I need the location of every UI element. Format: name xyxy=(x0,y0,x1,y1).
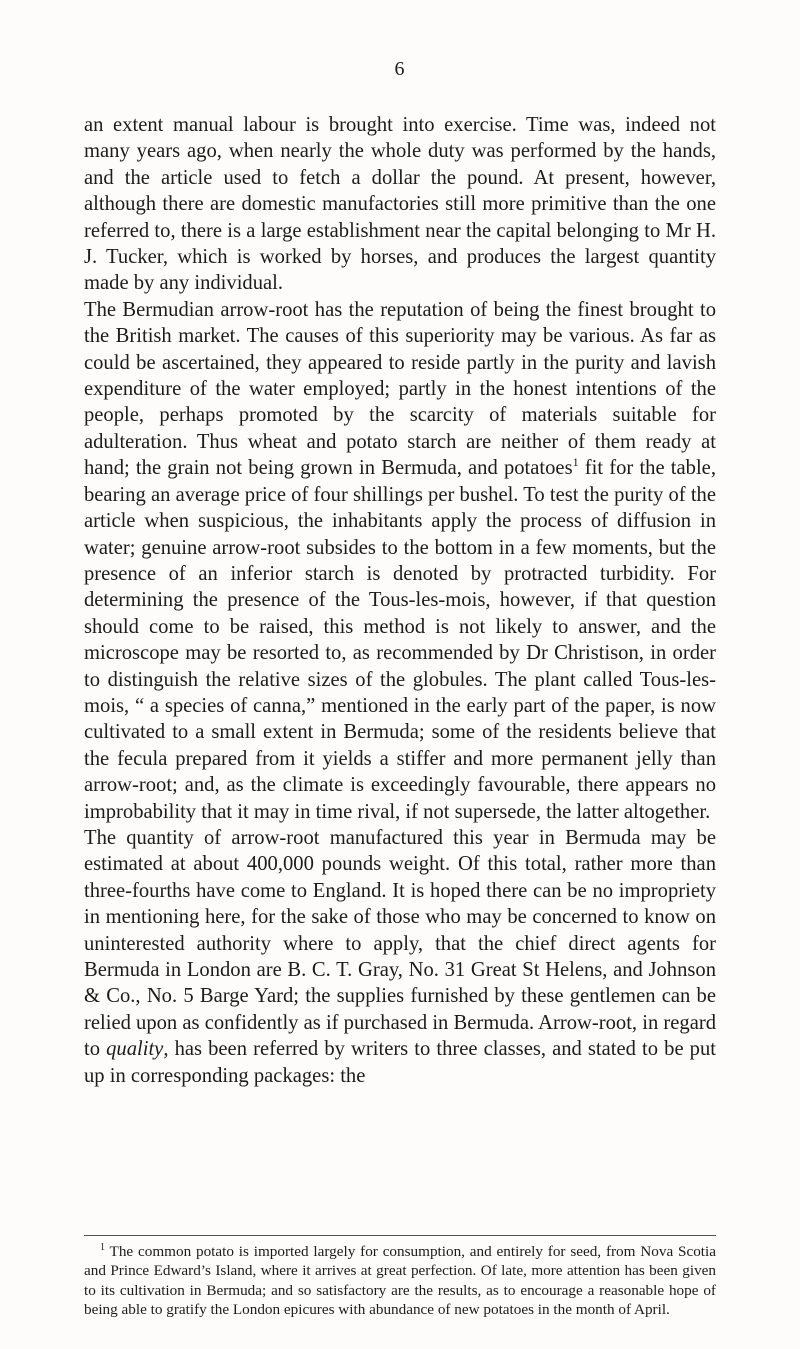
page-number: 6 xyxy=(394,58,406,80)
emphasis-quality: quality xyxy=(106,1038,164,1061)
paragraph-2-start: The Bermudian arrow-root has the reputation of being the finest brought to the British market. The causes of this superiority may be various. As far as could be ascertained, they appeared to reside partly in the purity and lavish expenditure of the water employed; partly in the honest intentions of the people, perhaps promoted by the scarcity of materials suitable for adulteration. Thus wheat and potato starch are neither of them ready at hand; the grain not being grown in Bermuda, and potatoes xyxy=(84,298,716,480)
paragraph-2-end: fit for the table, bearing an average price of four shillings per bushel. To test the purity of the article when suspicious, the inhabitants apply the process of diffusion in water; genuine arrow-root subsides to the bottom in a few moments, but the presence of an inferior starch is denoted by protracted turbidity. For determining the presence of the Tous-les-mois, however, if that question should come to be raised, this method is not likely to answer, and the microscope may be resorted to, as recommended by Dr Christison, in order to distinguish the relative sizes of the globules. The plant called Tous-les-mois, “ a species of canna,” mentioned in the early part of the paper, is now cultivated to a small extent in Bermuda; some of the residents believe that the fecula prepared from it yields a stiffer and more permanent jelly than arrow-root; and, as the climate is exceedingly favourable, there appears no improbability that it may in time rival, if not supersede, the latter altogether. xyxy=(84,457,716,823)
footnote-mark: 1 xyxy=(100,1241,105,1253)
footnote xyxy=(84,1242,716,1320)
body-text xyxy=(84,112,716,1089)
paragraph-3-start: The quantity of arrow-root manufactured this year in Bermuda may be estimated at about 400,000 pounds weight. Of this total, rather more than three-fourths have come to England. It is hoped there can be no impropriety in mentioning here, for the sake of those who may be concerned to know on uninterested authority where to apply, that the chief direct agents for Bermuda in London are B. C. T. Gray, No. 31 Great St Helens, and Johnson & Co., No. 5 Barge Yard; the supplies furnished by these gentlemen can be relied upon as confidently as if purchased in Bermuda. Arrow-root, in regard to xyxy=(84,826,716,1061)
footnote-divider xyxy=(84,1235,716,1236)
footnote-text: The common potato is imported largely for consumption, and entirely for seed, from Nova Scotia and Prince Edward’s Island, where it arrives at great perfection. Of late, more attention has been given to its cultivation in Bermuda; and so satisfactory are the results, as to encourage a reasonable hope of being able to gratify the London epicures with abundance of new potatoes in the month of April. xyxy=(84,1243,716,1319)
paragraph-3-end: , has been referred by writers to three classes, and stated to be put up in corresponding packages: the xyxy=(84,1038,717,1087)
paragraph-1: an extent manual labour is brought into exercise. Time was, indeed not many years ago, when nearly the whole duty was performed by the hands, and the article used to fetch a dollar the pound. At present, however, although there are domestic manufactories still more primitive than the one referred to, there is a large establishment near the capital belonging to Mr H. J. Tucker, which is worked by horses, and produces the largest quantity made by any individual. xyxy=(84,114,716,295)
paragraph-3 xyxy=(84,825,716,1089)
footnote-reference: 1 xyxy=(572,455,579,470)
paragraph-2 xyxy=(84,297,716,825)
